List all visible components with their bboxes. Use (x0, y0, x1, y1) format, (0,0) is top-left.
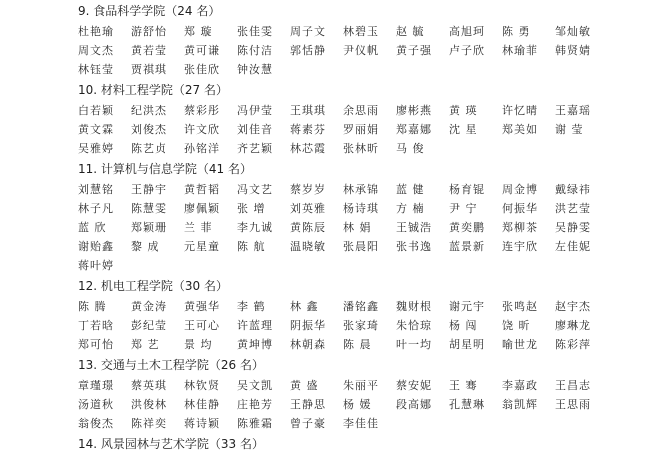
student-name: 饶 昕 (502, 319, 531, 332)
student-name: 左佳妮 (555, 240, 591, 253)
student-name: 贾祺琪 (131, 63, 167, 76)
student-name: 林 鑫 (290, 300, 319, 313)
student-name: 廖彬燕 (396, 104, 432, 117)
student-name: 丁若晗 (78, 319, 114, 332)
student-name: 张 增 (237, 202, 266, 215)
award-section (78, 158, 649, 275)
names-grid (78, 180, 649, 275)
student-name: 马 俊 (396, 142, 425, 155)
student-name: 王 骞 (449, 379, 478, 392)
student-name: 喻世龙 (502, 338, 538, 351)
award-section (78, 0, 649, 79)
student-name: 周金博 (502, 183, 538, 196)
student-name: 王昌志 (555, 379, 591, 392)
award-section (78, 275, 649, 354)
student-name: 段高娜 (396, 398, 432, 411)
student-name: 谢元宇 (449, 300, 485, 313)
student-name: 李佳佳 (343, 417, 379, 430)
student-name: 彭纪莹 (131, 319, 167, 332)
student-name: 胡星明 (449, 338, 485, 351)
student-name: 林 娟 (343, 221, 372, 234)
student-name: 蓝 欣 (78, 221, 107, 234)
student-name: 黄若莹 (131, 44, 167, 57)
student-name: 蔡英琪 (131, 379, 167, 392)
student-name: 孙铭洋 (184, 142, 220, 155)
student-name: 廖琳龙 (555, 319, 591, 332)
student-name: 王铖浩 (396, 221, 432, 234)
student-name: 白若颖 (78, 104, 114, 117)
student-name: 杨育锟 (449, 183, 485, 196)
student-name: 元星童 (184, 240, 220, 253)
student-name: 林佳静 (184, 398, 220, 411)
student-name: 林芯霞 (290, 142, 326, 155)
student-name: 赵宇杰 (555, 300, 591, 313)
student-name: 钟汝慧 (237, 63, 273, 76)
student-name: 庄艳芳 (237, 398, 273, 411)
student-name: 许文欣 (184, 123, 220, 136)
student-name: 王嘉瑶 (555, 104, 591, 117)
student-name: 洪艺莹 (555, 202, 591, 215)
student-name: 陈 勇 (502, 25, 531, 38)
student-name: 陈彩萍 (555, 338, 591, 351)
student-name: 杜艳瑜 (78, 25, 114, 38)
award-section (78, 354, 649, 433)
student-name: 洪俊林 (131, 398, 167, 411)
student-name: 张林昕 (343, 142, 379, 155)
student-name: 方 楠 (396, 202, 425, 215)
student-name: 林钦贤 (184, 379, 220, 392)
student-name: 黄可谦 (184, 44, 220, 57)
student-name: 郑 艺 (131, 338, 160, 351)
student-name: 郑柳茶 (502, 221, 538, 234)
student-name: 黄奕鹏 (449, 221, 485, 234)
student-name: 翁凯辉 (502, 398, 538, 411)
names-grid (78, 22, 649, 79)
student-name: 蔡岁岁 (290, 183, 326, 196)
student-name: 刘慧铭 (78, 183, 114, 196)
student-name: 谢 莹 (555, 123, 584, 136)
student-name: 黎 成 (131, 240, 160, 253)
student-name: 翁俊杰 (78, 417, 114, 430)
student-name: 魏财根 (396, 300, 432, 313)
student-name: 郭恬静 (290, 44, 326, 57)
student-name: 陈付洁 (237, 44, 273, 57)
student-name: 高旭珂 (449, 25, 485, 38)
student-name: 温晓敏 (290, 240, 326, 253)
student-name: 郑 璇 (184, 25, 213, 38)
student-name: 蒋叶婷 (78, 259, 114, 272)
student-name: 黄陈辰 (290, 221, 326, 234)
student-name: 潘铭鑫 (343, 300, 379, 313)
student-name: 孔慧琳 (449, 398, 485, 411)
student-name: 张鸣赵 (502, 300, 538, 313)
section-title: 10. 材料工程学院（27 名） (78, 83, 228, 97)
student-name: 蔡安妮 (396, 379, 432, 392)
student-name: 黄强华 (184, 300, 220, 313)
student-name: 谢贻鑫 (78, 240, 114, 253)
student-name: 张晨阳 (343, 240, 379, 253)
award-section (78, 79, 649, 158)
student-name: 余思雨 (343, 104, 379, 117)
student-name: 黄金涛 (131, 300, 167, 313)
student-name: 卢子欣 (449, 44, 485, 57)
student-name: 蒋素芬 (290, 123, 326, 136)
student-name: 叶一均 (396, 338, 432, 351)
student-name: 张家琦 (343, 319, 379, 332)
student-name: 齐艺颖 (237, 142, 273, 155)
student-name: 罗丽娟 (343, 123, 379, 136)
student-name: 陈 晨 (343, 338, 372, 351)
student-name: 李 鹤 (237, 300, 266, 313)
student-name: 刘英雅 (290, 202, 326, 215)
student-name: 陈艺贞 (131, 142, 167, 155)
student-name: 尹 宁 (449, 202, 478, 215)
student-name: 蓝景新 (449, 240, 485, 253)
student-name: 陈慧雯 (131, 202, 167, 215)
student-name: 张书逸 (396, 240, 432, 253)
student-name: 郑可怡 (78, 338, 114, 351)
student-name: 吴静雯 (555, 221, 591, 234)
student-name: 朱恰琼 (396, 319, 432, 332)
student-name: 王静宇 (131, 183, 167, 196)
student-name: 韩贤婧 (555, 44, 591, 57)
student-name: 刘俊杰 (131, 123, 167, 136)
student-name: 阴振华 (290, 319, 326, 332)
student-name: 王琪琪 (290, 104, 326, 117)
student-name: 吴雅婷 (78, 142, 114, 155)
student-name: 兰 菲 (184, 221, 213, 234)
student-name: 林承锦 (343, 183, 379, 196)
student-name: 刘佳音 (237, 123, 273, 136)
student-name: 汤道秋 (78, 398, 114, 411)
student-name: 许蓝理 (237, 319, 273, 332)
names-grid (78, 297, 649, 354)
student-name: 黄坤博 (237, 338, 273, 351)
student-name: 郑嘉娜 (396, 123, 432, 136)
section-title: 9. 食品科学学院（24 名） (78, 4, 221, 18)
names-grid (78, 101, 649, 158)
student-name: 邹灿敏 (555, 25, 591, 38)
names-grid (78, 376, 649, 433)
student-name: 戴绿祎 (555, 183, 591, 196)
student-name: 张佳欣 (184, 63, 220, 76)
student-name: 李嘉政 (502, 379, 538, 392)
student-name: 林瑜菲 (502, 44, 538, 57)
student-name: 王可心 (184, 319, 220, 332)
student-name: 陈 腾 (78, 300, 107, 313)
student-name: 景 均 (184, 338, 213, 351)
student-name: 陈祥奕 (131, 417, 167, 430)
student-name: 连宇欣 (502, 240, 538, 253)
student-name: 林碧玉 (343, 25, 379, 38)
student-name: 曾子豪 (290, 417, 326, 430)
student-name: 林子凡 (78, 202, 114, 215)
student-name: 陈雅霜 (237, 417, 273, 430)
student-name: 周子文 (290, 25, 326, 38)
student-name: 林钰莹 (78, 63, 114, 76)
student-name: 蒋诗颖 (184, 417, 220, 430)
section-title: 14. 风景园林与艺术学院（33 名） (78, 437, 264, 451)
student-name: 陈 航 (237, 240, 266, 253)
student-name: 廖佩颖 (184, 202, 220, 215)
student-name: 李九诚 (237, 221, 273, 234)
student-name: 郑颖珊 (131, 221, 167, 234)
student-name: 冯伊莹 (237, 104, 273, 117)
section-title: 13. 交通与土木工程学院（26 名） (78, 358, 264, 372)
student-name: 周文杰 (78, 44, 114, 57)
student-name: 何振华 (502, 202, 538, 215)
student-name: 蓝 健 (396, 183, 425, 196)
student-name: 游舒怡 (131, 25, 167, 38)
award-section (78, 433, 649, 455)
student-name: 黄 盛 (290, 379, 319, 392)
student-name: 尹仪帆 (343, 44, 379, 57)
student-name: 冯文艺 (237, 183, 273, 196)
student-name: 纪洪杰 (131, 104, 167, 117)
student-name: 朱丽平 (343, 379, 379, 392)
student-name: 杨 媛 (343, 398, 372, 411)
student-name: 杨 闯 (449, 319, 478, 332)
student-name: 黄哲韬 (184, 183, 220, 196)
student-name: 王静思 (290, 398, 326, 411)
student-name: 沈 星 (449, 123, 478, 136)
student-name: 张佳雯 (237, 25, 273, 38)
student-name: 黄 瑛 (449, 104, 478, 117)
section-title: 12. 机电工程学院（30 名） (78, 279, 228, 293)
section-title: 11. 计算机与信息学院（41 名） (78, 162, 252, 176)
student-name: 许忆晴 (502, 104, 538, 117)
student-name: 蔡彩彤 (184, 104, 220, 117)
student-name: 王思雨 (555, 398, 591, 411)
student-name: 郑美如 (502, 123, 538, 136)
student-name: 杨诗琪 (343, 202, 379, 215)
student-name: 章瑾璟 (78, 379, 114, 392)
student-name: 吴文凯 (237, 379, 273, 392)
student-name: 赵 毓 (396, 25, 425, 38)
student-name: 黄子强 (396, 44, 432, 57)
student-name: 林朝森 (290, 338, 326, 351)
student-name: 黄文霖 (78, 123, 114, 136)
